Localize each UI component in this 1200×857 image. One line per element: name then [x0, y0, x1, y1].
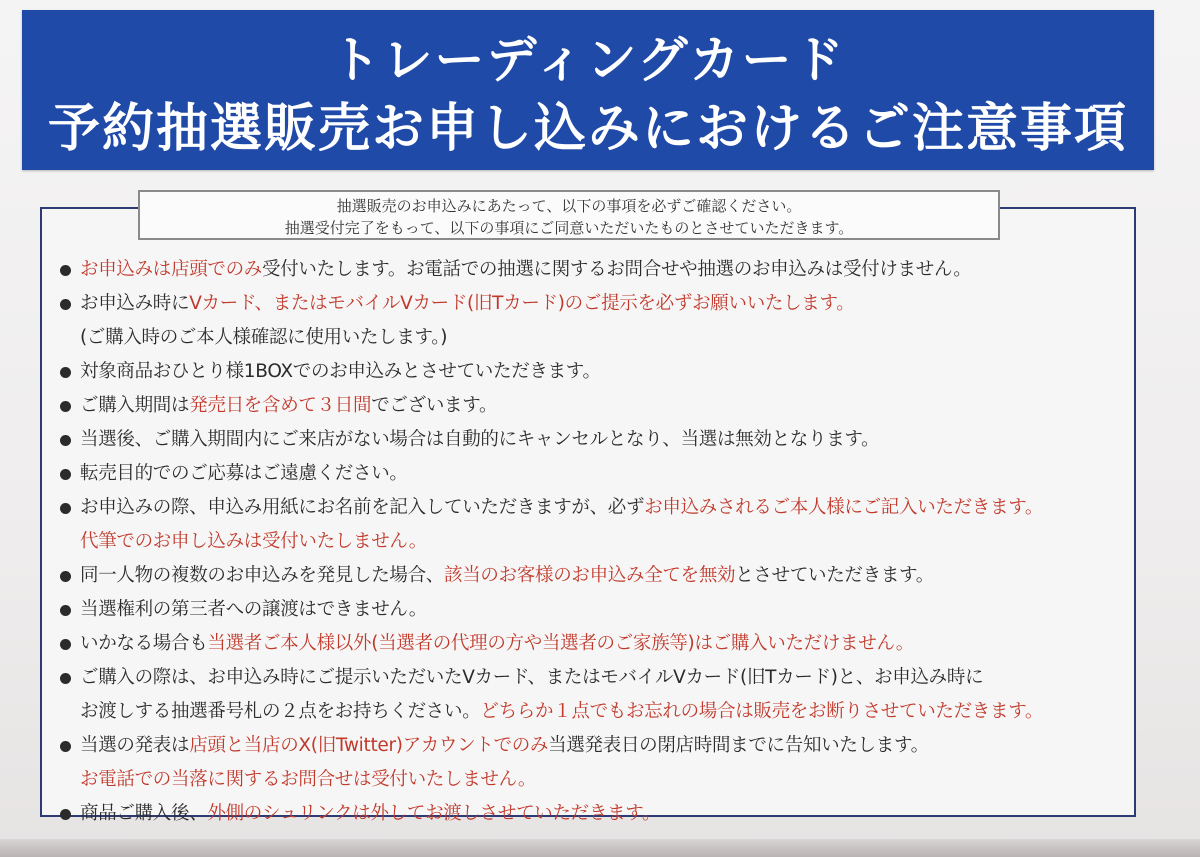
list-item	[58, 253, 1138, 287]
item-text-red: Vカード、またはモバイルVカード(旧Tカード)のご提示を必ずお願いいたします。	[189, 293, 855, 314]
list-item	[58, 797, 1138, 831]
title-line-1: トレーディングカード	[330, 31, 846, 89]
notice-line-2: 抽選受付完了をもって、以下の事項にご同意いただいたものとさせていただきます。	[284, 219, 854, 237]
item-text: お渡しする抽選番号札の２点をお持ちください。	[80, 701, 481, 722]
list-item	[58, 627, 1138, 661]
item-text-red: 発売日を含めて３日間	[189, 395, 372, 416]
notice-box	[138, 190, 1000, 240]
bullet-icon	[60, 809, 71, 820]
item-text-red: 店頭と当店のX(旧Twitter)アカウントでのみ	[189, 735, 549, 756]
item-continuation-red: お電話での当落に関するお問合せは受付いたしません。	[80, 769, 537, 790]
item-text-red: 外側のシュリンクは外してお渡しさせていただきます。	[207, 803, 661, 824]
paper-bottom-edge	[0, 839, 1200, 857]
item-text-red: 当選者ご本人様以外(当選者の代理の方や当選者のご家族等)はご購入いただけません。	[207, 633, 914, 654]
bullet-icon	[60, 673, 71, 684]
item-text: お申込み時に	[80, 293, 190, 314]
item-text: 同一人物の複数のお申込みを発見した場合、	[80, 565, 445, 586]
list-item	[58, 491, 1138, 525]
item-text: ご購入の際は、お申込み時にご提示いただいたVカード、またはモバイルVカード(旧Tカード)と、お申込み時に	[80, 667, 984, 688]
item-text: 対象商品おひとり様1BOXでのお申込みとさせていただきます。	[80, 361, 601, 382]
item-continuation: (ご購入時のご本人様確認に使用いたします。)	[80, 327, 448, 348]
item-text: 商品ご購入後、	[80, 803, 208, 824]
bullet-icon	[60, 435, 71, 446]
bullet-icon	[60, 571, 71, 582]
item-text: 受付いたします。お電話での抽選に関するお問合せや抽選のお申込みは受付けません。	[262, 259, 972, 280]
bullet-icon	[60, 367, 71, 378]
item-text: いかなる場合も	[80, 633, 208, 654]
item-text-red: お申込みされるご本人様にご記入いただきます。	[644, 497, 1044, 518]
list-item	[58, 355, 1138, 389]
list-item	[58, 457, 1138, 491]
title-banner	[22, 10, 1154, 170]
item-text-red: お申込みは店頭でのみ	[80, 259, 263, 280]
item-text-red: 該当のお客様のお申込み全てを無効	[444, 565, 736, 586]
list-item	[58, 593, 1138, 627]
item-text: 当選権利の第三者への譲渡はできません。	[80, 599, 427, 620]
list-item	[58, 389, 1138, 423]
bullet-icon	[60, 299, 71, 310]
item-continuation	[58, 695, 1138, 729]
bullet-icon	[60, 401, 71, 412]
notice-line-1: 抽選販売のお申込みにあたって、以下の事項を必ずご確認ください。	[336, 197, 802, 215]
item-text: でございます。	[371, 395, 498, 416]
list-item	[58, 287, 1138, 321]
bullet-icon	[60, 639, 71, 650]
item-text: 当選後、ご購入期間内にご来店がない場合は自動的にキャンセルとなり、当選は無効となります。	[80, 429, 880, 450]
bullet-icon	[60, 605, 71, 616]
item-text: ご購入期間は	[80, 395, 190, 416]
bullet-icon	[60, 469, 71, 480]
list-item	[58, 559, 1138, 593]
item-text: 転売目的でのご応募はご遠慮ください。	[80, 463, 408, 484]
item-text: とさせていただきます。	[735, 565, 934, 586]
item-continuation-red: 代筆でのお申し込みは受付いたしません。	[80, 531, 427, 552]
list-item	[58, 729, 1138, 763]
item-text: お申込みの際、申込み用紙にお名前を記入していただきますが、必ず	[80, 497, 645, 518]
bullet-icon	[60, 265, 71, 276]
bullet-icon	[60, 741, 71, 752]
item-text-red: どちらか１点でもお忘れの場合は販売をお断りさせていただきます。	[480, 701, 1044, 722]
item-text: 当選の発表は	[80, 735, 190, 756]
list-item	[58, 423, 1138, 457]
list-item	[58, 661, 1138, 695]
rules-list	[58, 253, 1138, 831]
item-text: 当選発表日の閉店時間までに告知いたします。	[548, 735, 929, 756]
bullet-icon	[60, 503, 71, 514]
title-line-2: 予約抽選販売お申し込みにおけるご注意事項	[47, 99, 1128, 159]
